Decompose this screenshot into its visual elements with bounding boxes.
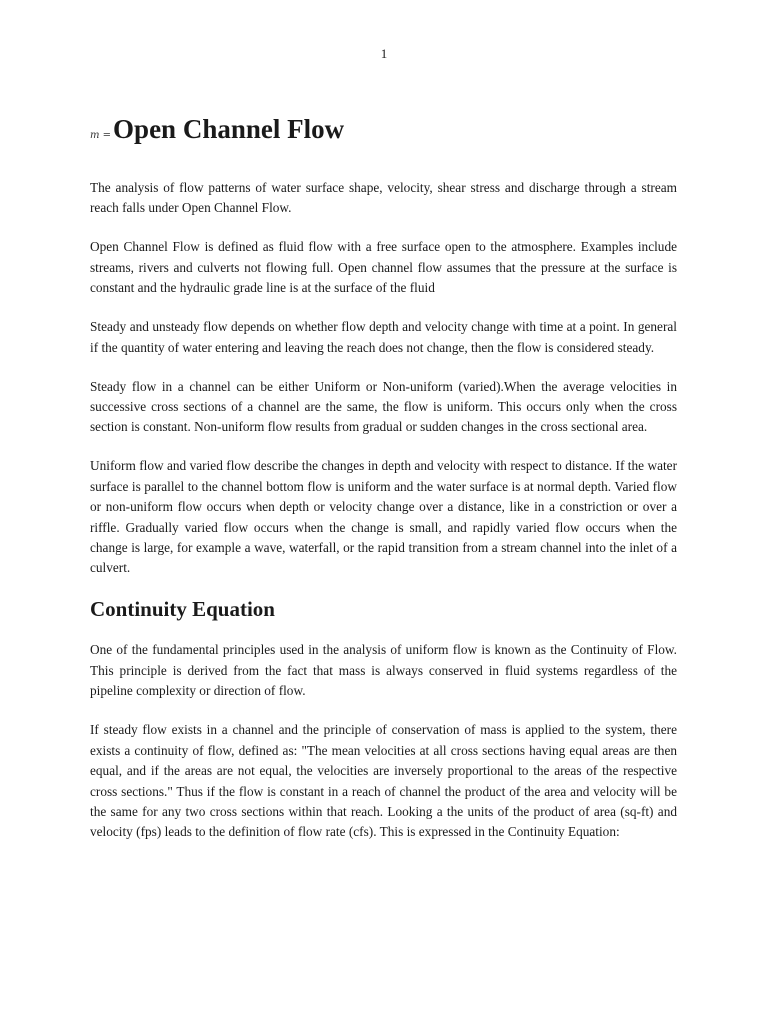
page-title: Open Channel Flow (113, 114, 345, 144)
paragraph-intro-analysis: The analysis of flow patterns of water surface shape, velocity, shear stress and discharge through a stream reach falls under Open Channel Flow. (90, 180, 677, 216)
paragraph-continuity-principle: One of the fundamental principles used in the analysis of uniform flow is known as the Continuity of Flow. This principle is derived from the fact that mass is always conserved in fluid systems regardless of the pipeline complexity or direction of flow. (90, 642, 677, 699)
section-heading-continuity: Continuity Equation (90, 597, 275, 622)
paragraph-definition: Open Channel Flow is defined as fluid flow with a free surface open to the atmosphere. Examples include streams, rivers and culverts not flowing full. Open channel flow assumes that the pressure at the surface is constant and the hydraulic grade line is at the surface of the fluid (90, 239, 677, 296)
paragraph-steady-unsteady: Steady and unsteady flow depends on whether flow depth and velocity change with time at a point. In general if the quantity of water entering and leaving the reach does not change, then the flow is considered steady. (90, 319, 677, 355)
paragraph-varied-flow: Uniform flow and varied flow describe the changes in depth and velocity with respect to distance. If the water surface is parallel to the channel bottom flow is uniform and the water surface is at normal depth. Varied flow or non-uniform flow occurs when depth or velocity change over a distance, like in a constriction or over a riffle. Gradually varied flow occurs when the change is small, and rapidly varied flow occurs when the change is large, for example a wave, waterfall, or the rapid transition from a stream channel into the inlet of a culvert. (90, 458, 677, 576)
document-body (90, 178, 677, 843)
paragraph-uniform-nonuniform: Steady flow in a channel can be either Uniform or Non-uniform (varied).When the average velocities in successive cross sections of a channel are the same, the flow is uniform. This occurs only when the cross section is constant. Non-uniform flow results from gradual or sudden changes in the cross sectional area. (90, 378, 677, 435)
page-number: 1 (380, 46, 388, 61)
title-prefix: m = (90, 130, 112, 141)
title-row (90, 114, 344, 145)
paragraph-continuity-definition: If steady flow exists in a channel and the principle of conservation of mass is applied to the system, there exists a continuity of flow, defined as: "The mean velocities at all cross sections having equal areas are then equal, and if the areas are not equal, the velocities are inversely proportional to the areas of the respective cross sections." Thus if the flow is constant in a reach of channel the product of the area and velocity will be the same for any two cross sections within that reach. Looking a the units of the product of area (sq-ft) and velocity (fps) leads to the definition of flow rate (cfs). This is expressed in the Continuity Equation: (90, 722, 677, 840)
